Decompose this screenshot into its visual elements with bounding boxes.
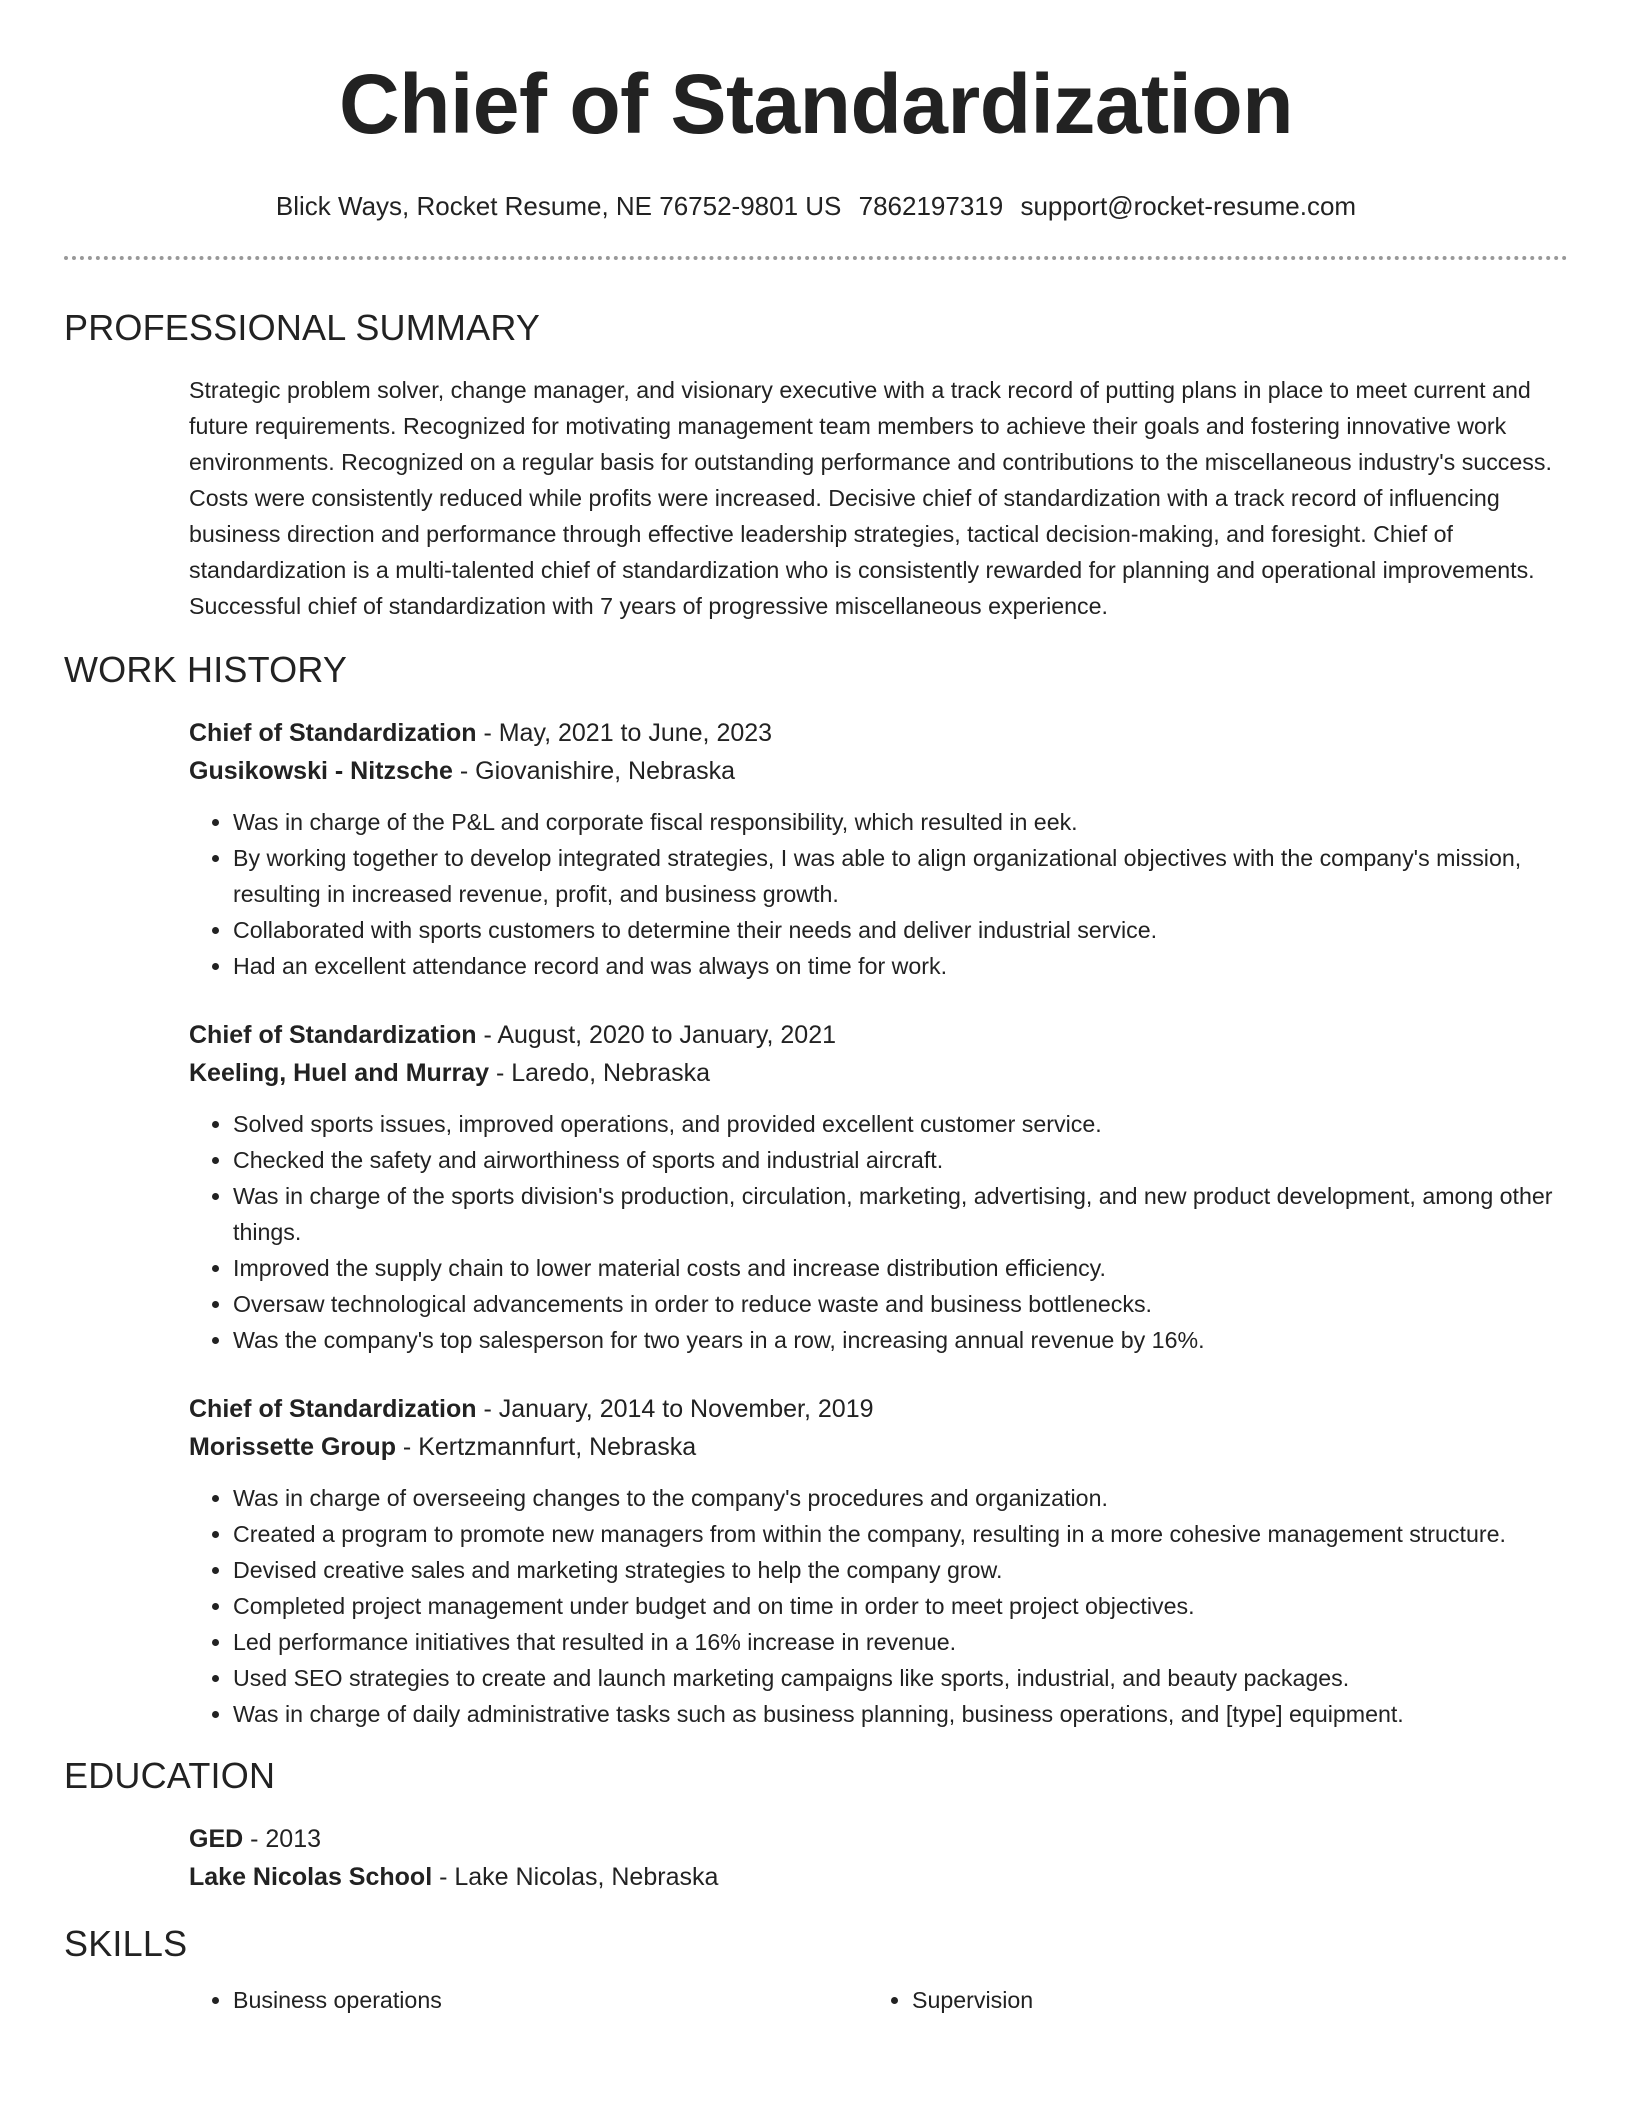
job-bullet: • Was the company's top salesperson for two years in a row, increasing annual revenue by 16%.: [233, 1322, 1568, 1358]
education-entry: [189, 1820, 1568, 1896]
job-dates: - January, 2014 to November, 2019: [476, 1395, 874, 1423]
job-entry: [189, 1390, 1568, 1732]
skill-item: • Supervision: [912, 1982, 1547, 2018]
job-company: Gusikowski - Nitzsche: [189, 757, 453, 785]
job-role: Chief of Standardization: [189, 1021, 477, 1049]
job-company: Morissette Group: [189, 1433, 396, 1461]
section-title-education: EDUCATION: [64, 1755, 276, 1796]
job-bullet: • Completed project management under budget and on time in order to meet project objectives.: [233, 1588, 1568, 1624]
header-divider: [64, 256, 1568, 260]
section-title-summary: PROFESSIONAL SUMMARY: [64, 307, 541, 348]
contact-phone: 7862197319: [858, 191, 1004, 221]
summary-text: Strategic problem solver, change manager, and visionary executive with a track record of putting plans in place to meet current and future requirements. Recognized for motivating management team members to achieve their goals and fostering innovative work environments. Recognized on a regular basis for outstanding performance and contributions to the miscellaneous industry's success. Costs were consistently reduced while profits were increased. Decisive chief of standardization with a track record of influencing business direction and performance through effective leadership strategies, tactical decision-making, and foresight. Chief of standardization is a multi-talented chief of standardization who is consistently rewarded for planning and operational improvements. Successful chief of standardization with 7 years of progressive miscellaneous experience.: [189, 377, 1552, 619]
job-company: Keeling, Huel and Murray: [189, 1059, 490, 1087]
job-dates: - May, 2021 to June, 2023: [476, 719, 773, 747]
job-bullet: • Was in charge of daily administrative tasks such as business planning, business operations, and [type] equipment.: [233, 1696, 1568, 1732]
skill-item: • Business operations: [233, 1982, 868, 2018]
job-company-line: [189, 752, 1568, 790]
section-title-skills: SKILLS: [64, 1923, 188, 1964]
job-location: - Giovanishire, Nebraska: [452, 757, 736, 785]
education-location: - Lake Nicolas, Nebraska: [432, 1863, 719, 1891]
job-location: - Laredo, Nebraska: [489, 1059, 711, 1087]
education-school: Lake Nicolas School: [189, 1863, 433, 1891]
education-degree-line: [189, 1820, 1568, 1858]
skills-column-right: [868, 1982, 1547, 2018]
job-bullets: [189, 804, 1568, 984]
job-bullets: [189, 1480, 1568, 1732]
job-dates: - August, 2020 to January, 2021: [476, 1021, 837, 1049]
job-company-line: [189, 1054, 1568, 1092]
job-bullet: • Oversaw technological advancements in order to reduce waste and business bottlenecks.: [233, 1286, 1568, 1322]
job-entry: [189, 714, 1568, 984]
job-bullet: • Created a program to promote new managers from within the company, resulting in a more cohesive management structure.: [233, 1516, 1568, 1552]
resume-name: Chief of Standardization: [339, 57, 1293, 151]
section-title-work-history: WORK HISTORY: [64, 649, 348, 690]
job-bullet: • Checked the safety and airworthiness of sports and industrial aircraft.: [233, 1142, 1568, 1178]
job-bullets: [189, 1106, 1568, 1358]
job-bullet: • Was in charge of the P&L and corporate fiscal responsibility, which resulted in eek.: [233, 804, 1568, 840]
contact-line: [64, 190, 1568, 222]
skills-column-left: [189, 1982, 868, 2018]
job-role-line: [189, 1390, 1568, 1428]
job-role: Chief of Standardization: [189, 719, 477, 747]
job-bullet: • Collaborated with sports customers to determine their needs and deliver industrial service.: [233, 912, 1568, 948]
job-bullet: • By working together to develop integrated strategies, I was able to align organizational objectives with the company's mission, resulting in increased revenue, profit, and business growth.: [233, 840, 1568, 912]
job-bullet: • Used SEO strategies to create and launch marketing campaigns like sports, industrial, and beauty packages.: [233, 1660, 1568, 1696]
education-school-line: [189, 1858, 1568, 1896]
job-role-line: [189, 714, 1568, 752]
skills-list: [189, 1982, 1568, 2018]
job-bullet: • Was in charge of overseeing changes to the company's procedures and organization.: [233, 1480, 1568, 1516]
job-bullet: • Had an excellent attendance record and was always on time for work.: [233, 948, 1568, 984]
job-bullet: • Solved sports issues, improved operations, and provided excellent customer service.: [233, 1106, 1568, 1142]
job-bullet: • Led performance initiatives that resulted in a 16% increase in revenue.: [233, 1624, 1568, 1660]
job-bullet: • Devised creative sales and marketing strategies to help the company grow.: [233, 1552, 1568, 1588]
job-location: - Kertzmannfurt, Nebraska: [395, 1433, 697, 1461]
education-degree: GED: [189, 1825, 244, 1853]
job-bullet: • Improved the supply chain to lower material costs and increase distribution efficiency.: [233, 1250, 1568, 1286]
job-entry: [189, 1016, 1568, 1358]
education-year: - 2013: [243, 1825, 322, 1853]
job-bullet: • Was in charge of the sports division's production, circulation, marketing, advertising, and new product development, among other things.: [233, 1178, 1568, 1250]
job-role: Chief of Standardization: [189, 1395, 477, 1423]
contact-email: support@rocket-resume.com: [1020, 191, 1357, 221]
job-role-line: [189, 1016, 1568, 1054]
job-company-line: [189, 1428, 1568, 1466]
contact-address: Blick Ways, Rocket Resume, NE 76752-9801 US: [275, 191, 842, 221]
